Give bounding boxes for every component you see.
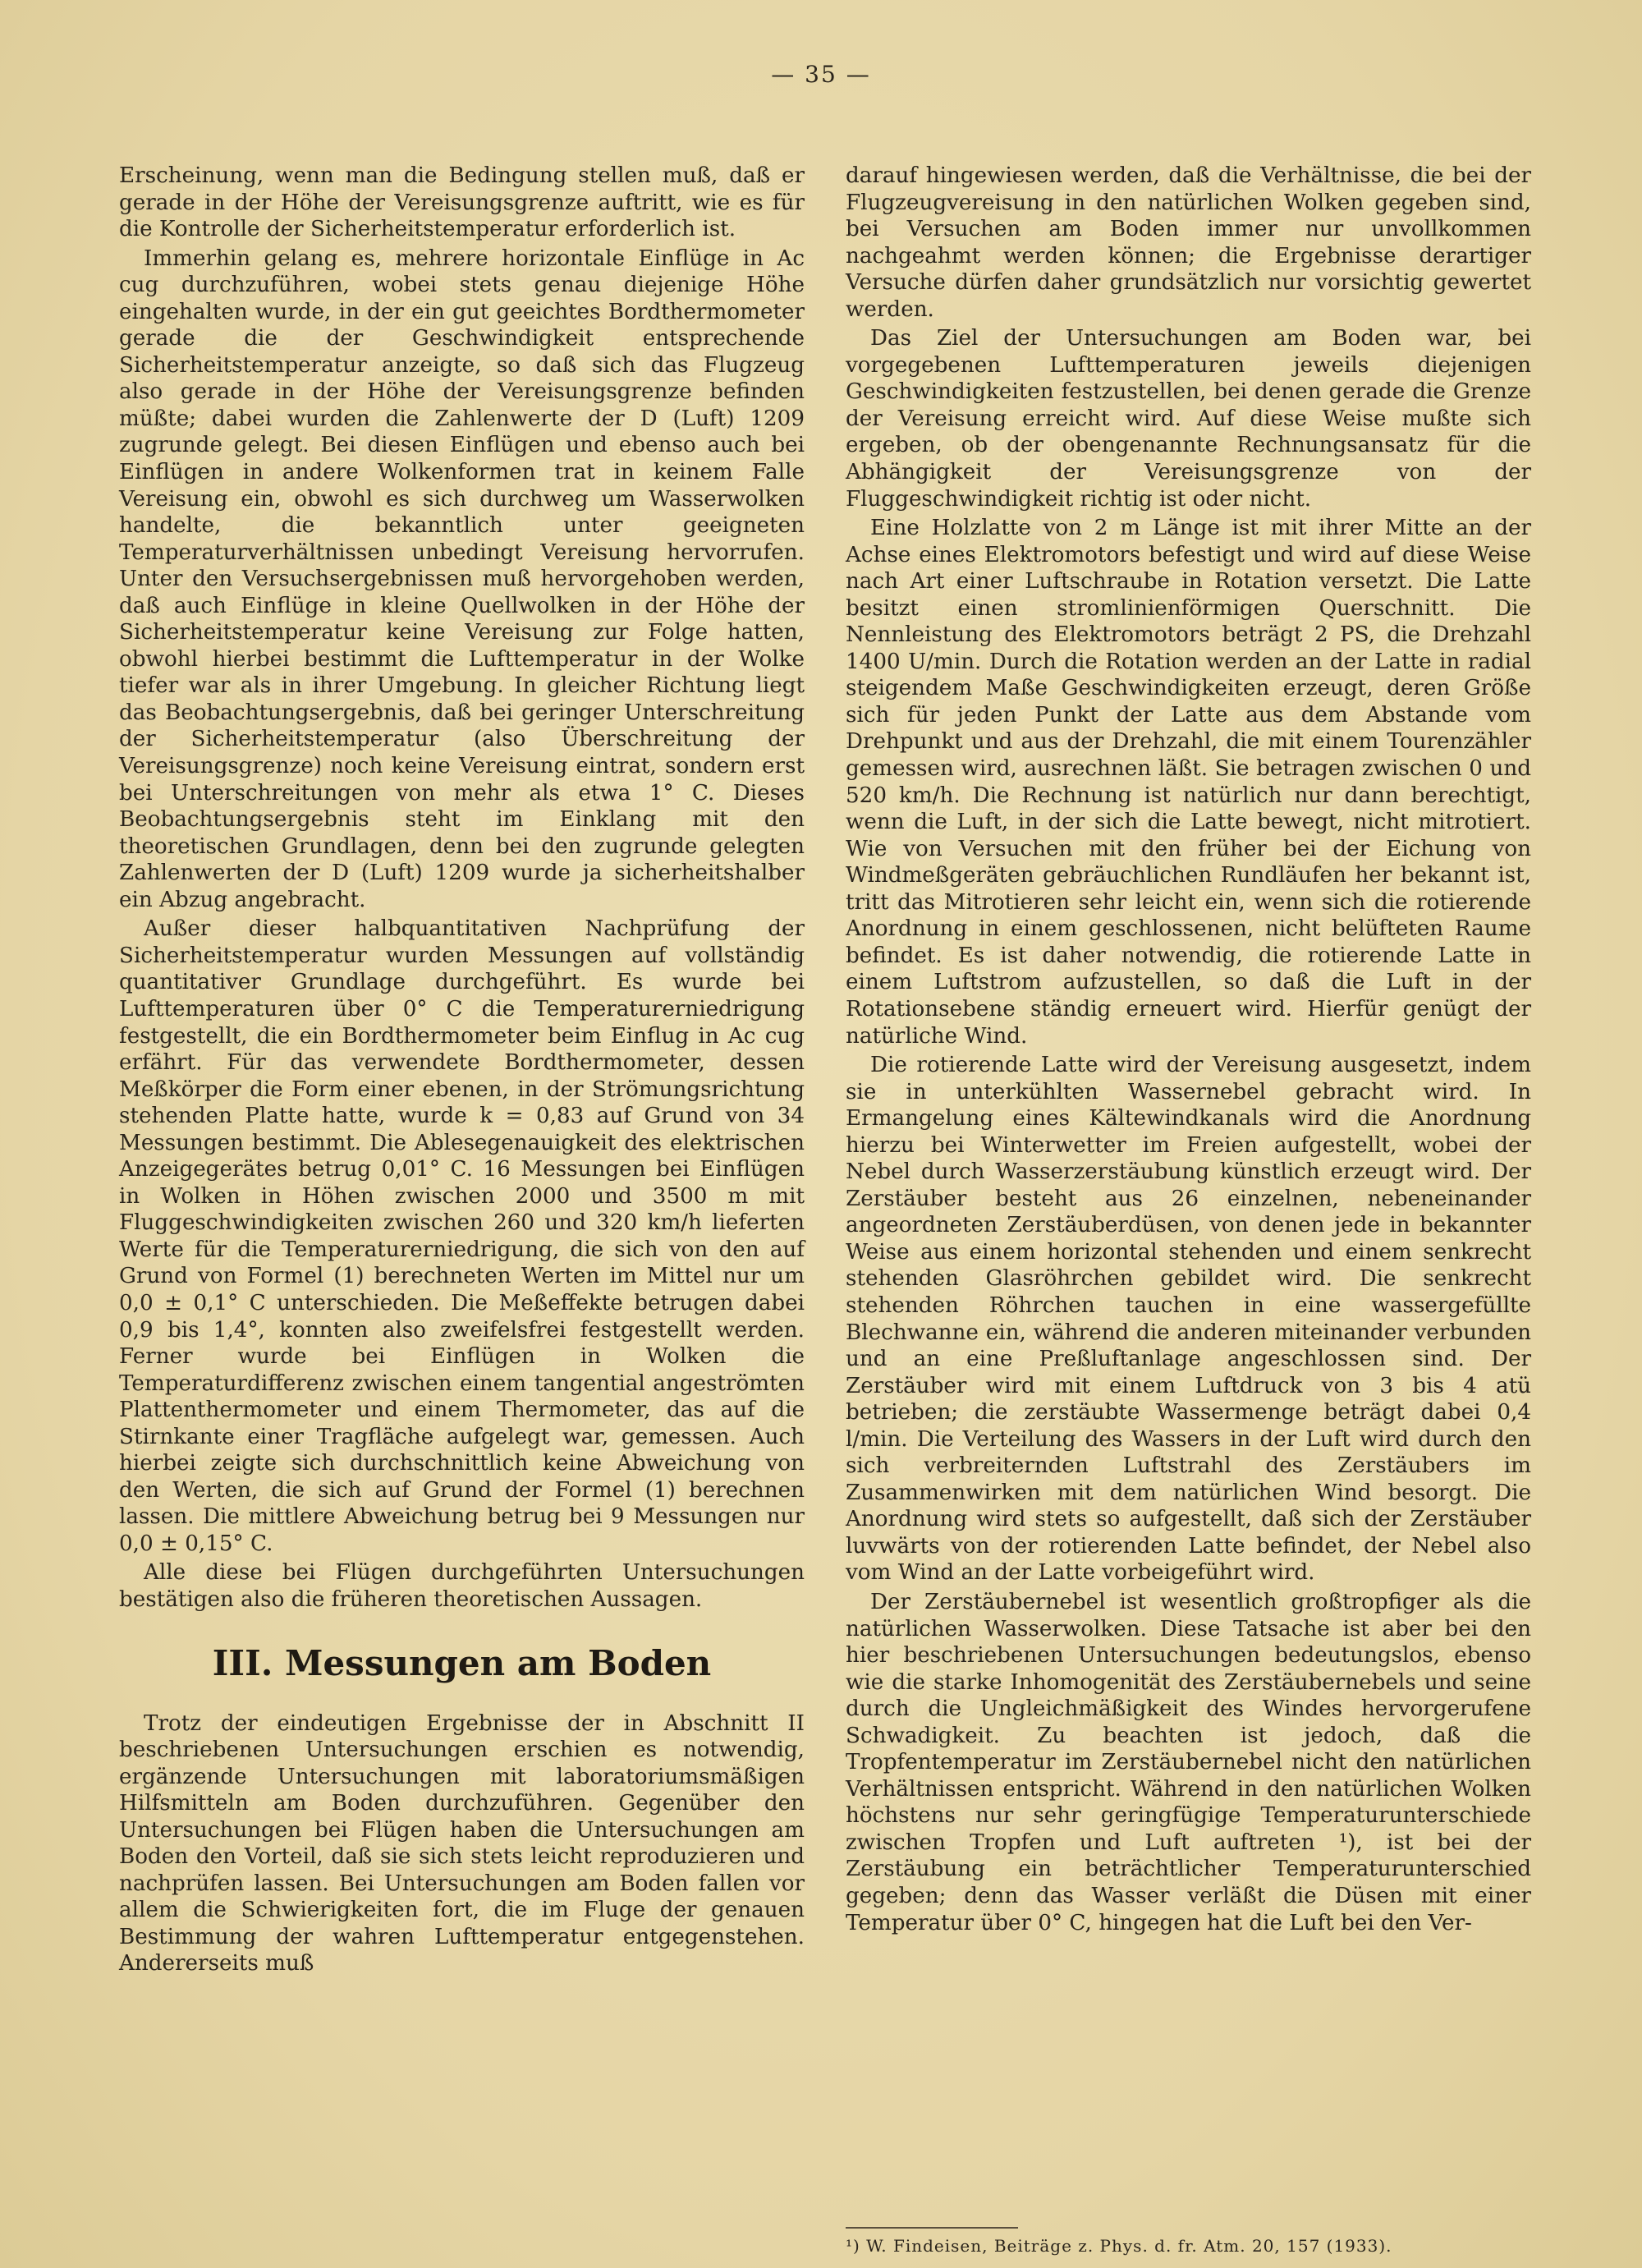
- section-heading: III. Messungen am Boden: [212, 1642, 712, 1683]
- paragraph: darauf hingewiesen werden, daß die Verhältnisse, die bei der Flugzeugvereisung in den natürlichen Wolken gegeben sind, bei Versuchen am Boden immer nur unvollkommen nachgeahmt werden können; die Ergebnisse derartiger Versuche dürfen daher grundsätzlich nur vorsichtig gewertet werden.: [846, 163, 1531, 322]
- paragraph: Außer dieser halbquantitativen Nachprüfung der Sicherheitstemperatur wurden Messungen auf vollständig quantitativer Grundlage durchgeführt. Es wurde bei Lufttemperaturen über 0° C die Temperaturerniedrigung festgestellt, die ein Bordthermometer beim Einflug in Ac cug erfährt. Für das verwendete Bordthermometer, dessen Meßkörper die Form einer ebenen, in der Strömungsrichtung stehenden Platte hatte, wurde k = 0,83 auf Grund von 34 Messungen bestimmt. Die Ablesegenauigkeit des elektrischen Anzeigegerätes betrug 0,01° C. 16 Messungen bei Einflügen in Wolken in Höhen zwischen 2000 und 3500 m mit Fluggeschwindigkeiten zwischen 260 und 320 km/h lieferten Werte für die Temperaturerniedrigung, die sich von den auf Grund von Formel (1) berechneten Werten im Mittel nur um 0,0 ± 0,1° C unterschieden. Die Meßeffekte betrugen dabei 0,9 bis 1,4°, konnten also zweifelsfrei festgestellt werden. Ferner wurde bei Einflügen in Wolken die Temperaturdifferenz zwischen einem tangential angeströmten Plattenthermometer und einem Thermometer, das auf die Stirnkante einer Tragfläche aufgelegt war, gemessen. Auch hierbei zeigte sich durchschnittlich keine Abweichung von den Werten, die sich auf Grund der Formel (1) berechnen lassen. Die mittlere Abweichung betrug bei 9 Messungen nur 0,0 ± 0,15° C.: [119, 916, 805, 1556]
- paragraph: Erscheinung, wenn man die Bedingung stellen muß, daß er gerade in der Höhe der Vereisungsgrenze auftritt, wie es für die Kontrolle der Sicherheitstemperatur erforderlich ist.: [119, 163, 805, 242]
- footnote-divider: [846, 2227, 1018, 2229]
- left-column: [119, 163, 805, 1980]
- footnote: ¹) W. Findeisen, Beiträge z. Phys. d. fr. Atm. 20, 157 (1933).: [846, 2236, 1392, 2256]
- paragraph: Eine Holzlatte von 2 m Länge ist mit ihrer Mitte an der Achse eines Elektromotors befestigt und wird auf diese Weise nach Art einer Luftschraube in Rotation versetzt. Die Latte besitzt einen stromlinienförmigen Querschnitt. Die Nennleistung des Elektromotors beträgt 2 PS, die Drehzahl 1400 U/min. Durch die Rotation werden an der Latte in radial steigendem Maße Geschwindigkeiten erzeugt, deren Größe sich für jeden Punkt der Latte aus dem Abstande vom Drehpunkt und aus der Drehzahl, die mit einem Tourenzähler gemessen wird, ausrechnen läßt. Sie betragen zwischen 0 und 520 km/h. Die Rechnung ist natürlich nur dann berechtigt, wenn die Luft, in der sich die Latte bewegt, nicht mitrotiert. Wie von Versuchen mit den früher bei der Eichung von Windmeßgeräten gebräuchlichen Rundläufen her bekannt ist, tritt das Mitrotieren sehr leicht ein, wenn sich die rotierende Anordnung in einem geschlossenen, nicht belüfteten Raume befindet. Es ist daher notwendig, die rotierende Latte in einem Luftstrom aufzustellen, so daß die Luft in der Rotationsebene ständig erneuert wird. Hierfür genügt der natürliche Wind.: [846, 516, 1531, 1049]
- right-column: [846, 163, 1531, 1939]
- paragraph: Alle diese bei Flügen durchgeführten Untersuchungen bestätigen also die früheren theoretischen Aussagen.: [119, 1560, 805, 1612]
- paragraph: Der Zerstäubernebel ist wesentlich großtropfiger als die natürlichen Wasserwolken. Diese Tatsache ist aber bei den hier beschriebenen Untersuchungen bedeutungslos, ebenso wie die starke Inhomogenität des Zerstäubernebels und seine durch die Ungleichmäßigkeit des Windes hervorgerufene Schwadigkeit. Zu beachten ist jedoch, daß die Tropfentemperatur im Zerstäubernebel nicht den natürlichen Verhältnissen entspricht. Während in den natürlichen Wolken höchstens nur sehr geringfügige Temperaturunterschiede zwischen Tropfen und Luft auftreten ¹), ist bei der Zerstäubung ein beträchtlicher Temperaturunterschied gegeben; denn das Wasser verläßt die Düsen mit einer Temperatur über 0° C, hingegen hat die Luft bei den Ver-: [846, 1589, 1531, 1935]
- paragraph: Trotz der eindeutigen Ergebnisse der in Abschnitt II beschriebenen Untersuchungen erschien es notwendig, ergänzende Untersuchungen mit laboratoriumsmäßigen Hilfsmitteln am Boden durchzuführen. Gegenüber den Untersuchungen bei Flügen haben die Untersuchungen am Boden den Vorteil, daß sie sich stets leicht reproduzieren und nachprüfen lassen. Bei Untersuchungen am Boden fallen vor allem die Schwierigkeiten fort, die im Fluge der genauen Bestimmung der wahren Lufttemperatur entgegenstehen. Andererseits muß: [119, 1710, 805, 1976]
- paragraph: Immerhin gelang es, mehrere horizontale Einflüge in Ac cug durchzuführen, wobei stets genau diejenige Höhe eingehalten wurde, in der ein gut geeichtes Bordthermometer gerade die der Geschwindigkeit entsprechende Sicherheitstemperatur anzeigte, so daß sich das Flugzeug also gerade in der Höhe der Vereisungsgrenze befinden müßte; dabei wurden die Zahlenwerte der D (Luft) 1209 zugrunde gelegt. Bei diesen Einflügen und ebenso auch bei Einflügen in andere Wolkenformen trat in keinem Falle Vereisung ein, obwohl es sich durchweg um Wasserwolken handelte, die bekanntlich unter geeigneten Temperaturverhältnissen unbedingt Vereisung hervorrufen. Unter den Versuchsergebnissen muß hervorgehoben werden, daß auch Einflüge in kleine Quellwolken in der Höhe der Sicherheitstemperatur keine Vereisung zur Folge hatten, obwohl hierbei bestimmt die Lufttemperatur in der Wolke tiefer war als in ihrer Umgebung. In gleicher Richtung liegt das Beobachtungsergebnis, daß bei geringer Unterschreitung der Sicherheitstemperatur (also Überschreitung der Vereisungsgrenze) noch keine Vereisung eintrat, sondern erst bei Unterschreitungen von mehr als etwa 1° C. Dieses Beobachtungsergebnis steht im Einklang mit den theoretischen Grundlagen, denn bei den zugrunde gelegten Zahlenwerten der D (Luft) 1209 wurde ja sicherheitshalber ein Abzug angebracht.: [119, 246, 805, 912]
- paragraph: Das Ziel der Untersuchungen am Boden war, bei vorgegebenen Lufttemperaturen jeweils diejenigen Geschwindigkeiten festzustellen, bei denen gerade die Grenze der Vereisung erreicht wird. Auf diese Weise mußte sich ergeben, ob der obengenannte Rechnungsansatz für die Abhängigkeit der Vereisungsgrenze von der Fluggeschwindigkeit richtig ist oder nicht.: [846, 326, 1531, 512]
- page-number: — 35 —: [771, 61, 871, 88]
- paragraph: Die rotierende Latte wird der Vereisung ausgesetzt, indem sie in unterkühlten Wassernebel gebracht wird. In Ermangelung eines Kältewindkanals wird die Anordnung hierzu bei Winterwetter im Freien aufgestellt, wobei der Nebel durch Wasserzerstäubung künstlich erzeugt wird. Der Zerstäuber besteht aus 26 einzelnen, nebeneinander angeordneten Zerstäuberdüsen, von denen jede in bekannter Weise aus einem horizontal stehenden und einem senkrecht stehenden Glasröhrchen gebildet wird. Die senkrecht stehenden Röhrchen tauchen in eine wassergefüllte Blechwanne ein, während die anderen miteinander verbunden und an eine Preßluftanlage angeschlossen sind. Der Zerstäuber wird mit einem Luftdruck von 3 bis 4 atü betrieben; die zerstäubte Wassermenge beträgt dabei 0,4 l/min. Die Verteilung des Wassers in der Luft wird durch den sich verbreiternden Luftstrahl des Zerstäubers im Zusammenwirken mit dem natürlichen Wind besorgt. Die Anordnung wird stets so aufgestellt, daß sich der Zerstäuber luvwärts von der rotierenden Latte befindet, der Nebel also vom Wind an der Latte vorbeigeführt wird.: [846, 1053, 1531, 1586]
